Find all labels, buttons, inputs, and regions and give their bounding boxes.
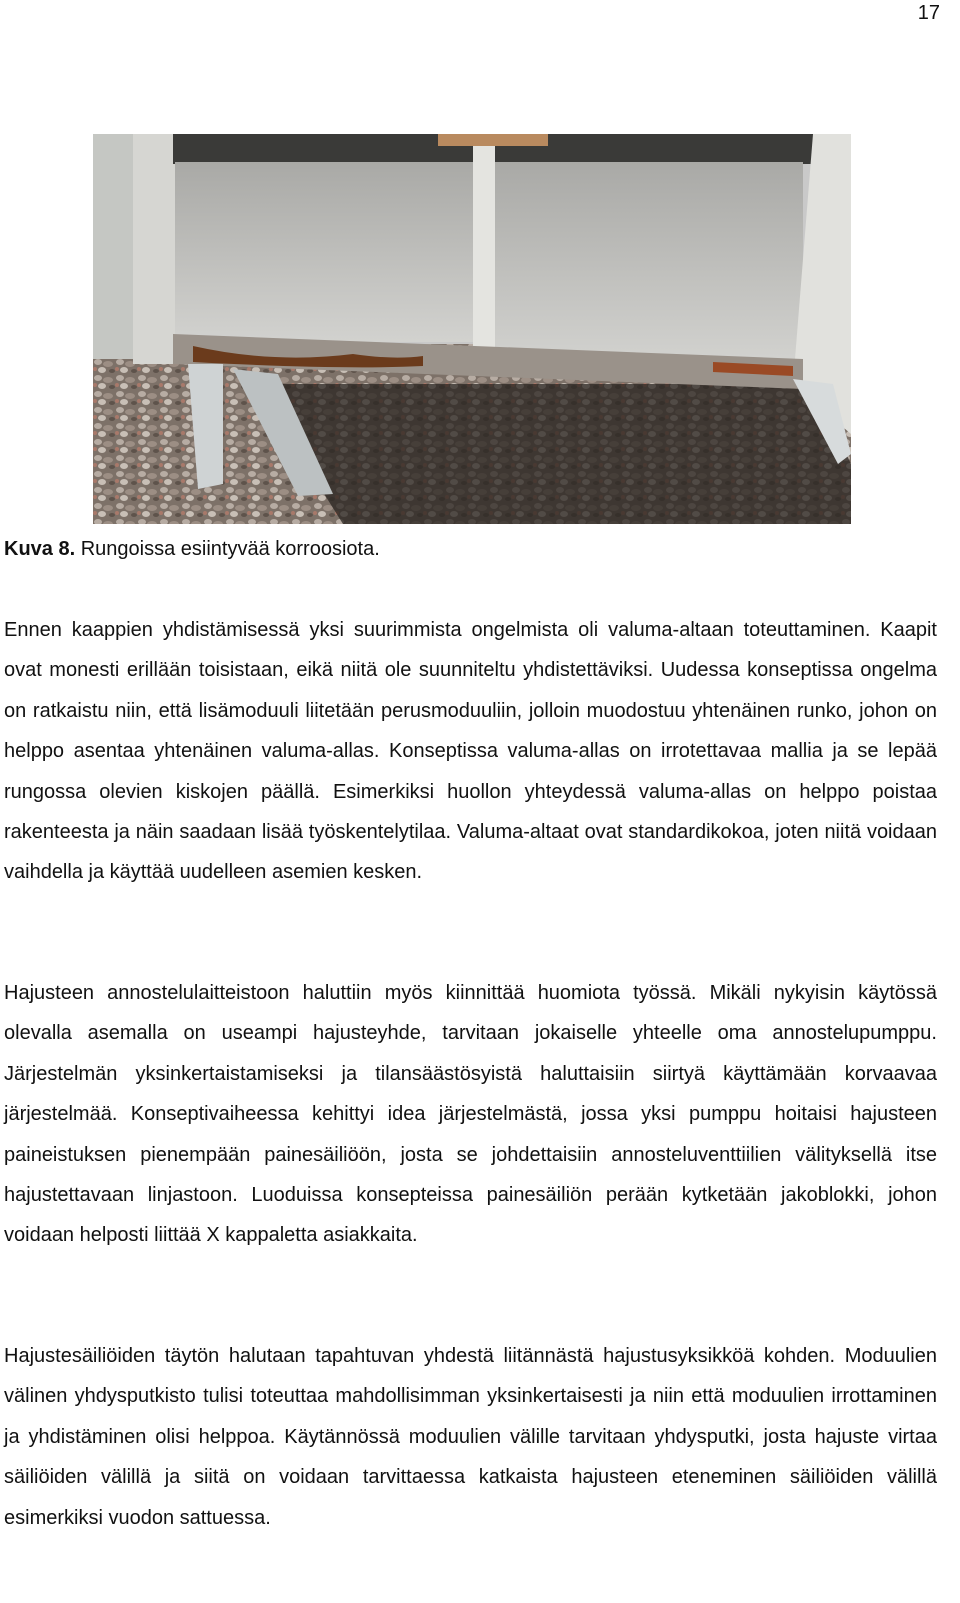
metal-panel-right bbox=[493, 162, 803, 362]
center-post bbox=[473, 134, 495, 359]
figure-photo bbox=[93, 134, 851, 524]
cabinet-shadow bbox=[243, 384, 851, 524]
cabinet-frame-left bbox=[133, 134, 175, 364]
metal-panel-left bbox=[175, 162, 475, 342]
figure-caption bbox=[4, 534, 380, 564]
corrosion-photo-illustration bbox=[93, 134, 851, 524]
body-paragraph: Ennen kaappien yhdistämisessä yksi suurimmista ongelmista oli valuma-altaan toteuttaminen. Kaapit ovat monesti erillään toisistaan, eikä niitä ole suunniteltu yhdistettäviksi. Uudessa konseptissa ongelma on ratkaistu niin, että lisämoduuli liitetään perusmoduuliin, jolloin muodostuu yhtenäinen runko, johon on helppo asentaa yhtenäinen valuma-allas. Konseptissa valuma-allas on irrotettavaa mallia ja se lepää rungossa olevien kiskojen päällä. Esimerkiksi huollon yhteydessä valuma-allas on helppo poistaa rakenteesta ja näin saadaan lisää työskentelytilaa. Valuma-altaat ovat standardikokoa, joten niitä voidaan vaihdella ja käyttää uudelleen asemien kesken. bbox=[4, 619, 937, 884]
body-paragraph: Hajusteen annostelulaitteistoon haluttiin myös kiinnittää huomiota työssä. Mikäli nykyisin käytössä olevalla asemalla on useampi hajusteyhde, tarvitaan jokaiselle yhteelle oma annostelupumppu. Järjestelmän yksinkertaistamiseksi ja tilansäästösyistä haluttaisiin siirtyä käyttämään korvaavaa järjestelmää. Konseptivaiheessa kehittyi idea järjestelmästä, jossa yksi pumppu hoitaisi hajusteen paineistuksen pienempään painesäiliöön, josta se johdettaisiin annosteluventtiilien välityksellä itse hajustettavaan linjastoon. Luoduissa konsepteissa painesäiliön perään kytketään jakoblokki, johon voidaan helposti liittää X kappaletta asiakkaita. bbox=[4, 982, 937, 1247]
body-paragraph: Hajustesäiliöiden täytön halutaan tapahtuvan yhdestä liitännästä hajustusyksikköä kohden. Moduulien välinen yhdysputkisto tulisi toteuttaa mahdollisimman yksinkertaisesti ja niin että moduulien irrottaminen ja yhdistäminen olisi helppoa. Käytännössä moduulien välille tarvitaan yhdysputki, josta hajuste virtaa säiliöiden välillä ja siitä on voidaan tarvittaessa katkaista hajusteen eteneminen säiliöiden välillä esimerkiksi vuodon sattuessa. bbox=[4, 1345, 937, 1529]
figure-label: Kuva 8. bbox=[4, 538, 76, 560]
page-number: 17 bbox=[917, 2, 940, 24]
handle bbox=[438, 134, 548, 146]
figure-caption-text: Rungoissa esiintyvää korroosiota. bbox=[80, 538, 380, 560]
